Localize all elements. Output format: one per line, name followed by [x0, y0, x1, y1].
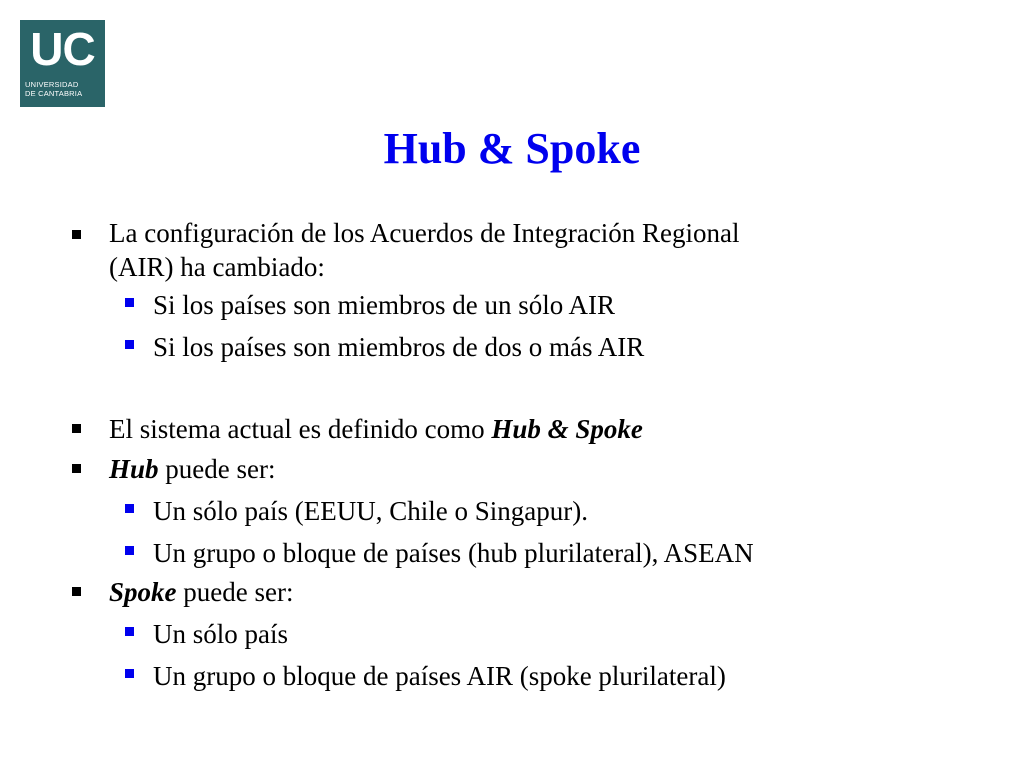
sub-bullet-square-icon — [125, 298, 134, 307]
bullet-text: Un grupo o bloque de países AIR (spoke plurilateral) — [153, 661, 726, 691]
bullet-item-continuation — [109, 251, 325, 283]
bullet-emphasis: Hub — [109, 454, 159, 484]
logo-initials: UC — [30, 23, 95, 75]
sub-bullet-square-icon — [125, 546, 134, 555]
bullet-text: Si los países son miembros de dos o más AIR — [153, 332, 645, 362]
sub-bullet-item — [153, 618, 288, 650]
bullet-emphasis: Hub & Spoke — [491, 414, 643, 444]
bullet-text: (AIR) ha cambiado: — [109, 252, 325, 282]
bullet-text: Un sólo país (EEUU, Chile o Singapur). — [153, 496, 588, 526]
bullet-square-icon — [72, 424, 81, 433]
bullet-text: Un grupo o bloque de países (hub plurilateral), ASEAN — [153, 538, 754, 568]
sub-bullet-square-icon — [125, 627, 134, 636]
bullet-item — [109, 453, 275, 485]
bullet-text: El sistema actual es definido como — [109, 414, 492, 444]
bullet-item — [109, 576, 293, 608]
slide-title: Hub & Spoke — [383, 124, 641, 173]
bullet-text: Un sólo país — [153, 619, 288, 649]
bullet-emphasis: Spoke — [109, 577, 177, 607]
bullet-text: puede ser: — [158, 454, 276, 484]
bullet-square-icon — [72, 230, 81, 239]
sub-bullet-square-icon — [125, 340, 134, 349]
logo-subtitle — [25, 80, 103, 98]
sub-bullet-item — [153, 495, 588, 527]
sub-bullet-square-icon — [125, 504, 134, 513]
sub-bullet-item — [153, 537, 754, 569]
bullet-text: puede ser: — [176, 577, 294, 607]
bullet-square-icon — [72, 587, 81, 596]
bullet-square-icon — [72, 464, 81, 473]
sub-bullet-item — [153, 660, 726, 692]
sub-bullet-item — [153, 331, 644, 363]
university-logo — [20, 20, 105, 107]
bullet-item — [109, 217, 740, 249]
bullet-text: Si los países son miembros de un sólo AIR — [153, 290, 616, 320]
logo-line-2: DE CANTABRIA — [25, 89, 83, 98]
bullet-item — [109, 413, 643, 445]
sub-bullet-item — [153, 289, 615, 321]
sub-bullet-square-icon — [125, 669, 134, 678]
logo-line-1: UNIVERSIDAD — [25, 80, 79, 89]
bullet-text: La configuración de los Acuerdos de Integración Regional — [109, 218, 740, 248]
